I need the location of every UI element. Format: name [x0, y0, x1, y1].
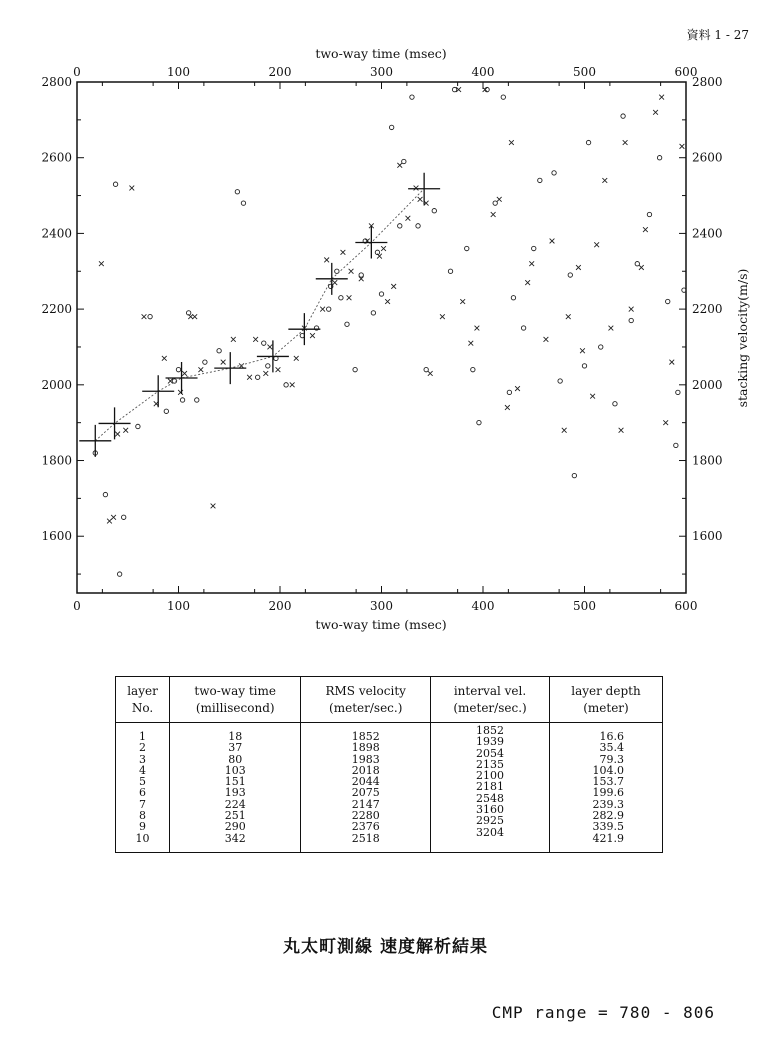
semblance-point-cross	[294, 356, 299, 361]
semblance-point-cross	[405, 216, 410, 221]
cell-rms: 2044	[301, 776, 431, 787]
semblance-point-cross	[653, 110, 658, 115]
y-tick-label-right: 1800	[692, 453, 723, 468]
y-tick-label-right: 2400	[692, 226, 723, 241]
semblance-point-circle	[416, 224, 420, 228]
plot-frame	[77, 82, 686, 593]
cell-layer: 2	[116, 742, 170, 753]
cell-rms: 1983	[301, 754, 431, 765]
cell-time: 290	[170, 821, 301, 832]
semblance-point-circle	[353, 367, 357, 371]
cmp-range-label: CMP range = 780 - 806	[491, 1003, 715, 1022]
semblance-point-cross	[529, 261, 534, 266]
semblance-point-circle	[521, 326, 525, 330]
semblance-point-cross	[320, 307, 325, 312]
cell-layer: 5	[116, 776, 170, 787]
cell-time: 342	[170, 833, 301, 853]
table-row	[116, 821, 663, 832]
cell-interval: 2054	[431, 748, 550, 759]
velocity-pick-marker	[214, 352, 246, 384]
x-tick-label-top: 500	[573, 65, 596, 79]
cell-interval: 3160	[431, 804, 550, 815]
semblance-point-circle	[532, 246, 536, 250]
x-tick-label-top: 600	[674, 65, 698, 79]
table-row	[116, 723, 663, 743]
cell-interval: 1939	[431, 736, 550, 747]
table-row	[116, 833, 663, 853]
semblance-point-cross	[525, 280, 530, 285]
velocity-pick-marker	[99, 407, 131, 439]
cell-time: 18	[170, 723, 301, 743]
cell-interval: 2181	[431, 781, 550, 792]
semblance-point-cross	[221, 360, 226, 365]
semblance-point-circle	[477, 420, 481, 424]
y-tick-label-left: 2400	[41, 226, 72, 241]
semblance-point-circle	[389, 125, 393, 129]
semblance-point-circle	[180, 398, 184, 402]
cell-depth: 421.9	[549, 833, 662, 853]
semblance-point-cross	[663, 420, 668, 425]
cell-layer: 4	[116, 765, 170, 776]
cell-time: 251	[170, 810, 301, 821]
semblance-point-cross	[178, 390, 183, 395]
figure-caption: 丸太町測線 速度解析結果	[283, 937, 488, 957]
semblance-point-cross	[544, 337, 549, 342]
semblance-point-circle	[647, 212, 651, 216]
semblance-point-cross	[440, 314, 445, 319]
cell-rms: 1898	[301, 742, 431, 753]
semblance-point-circle	[284, 383, 288, 387]
col-header-rms: RMS velocity (meter/sec.)	[301, 677, 431, 723]
semblance-point-cross	[276, 367, 281, 372]
semblance-point-circle	[613, 402, 617, 406]
semblance-point-cross	[566, 314, 571, 319]
semblance-point-cross	[341, 250, 346, 255]
semblance-point-cross	[680, 144, 685, 149]
semblance-point-cross	[562, 428, 567, 433]
semblance-point-circle	[674, 443, 678, 447]
cell-rms: 2280	[301, 810, 431, 821]
semblance-point-circle	[327, 307, 331, 311]
semblance-point-cross	[619, 428, 624, 433]
semblance-point-cross	[643, 227, 648, 232]
table-row	[116, 776, 663, 787]
semblance-point-cross	[608, 326, 613, 331]
table-row	[116, 754, 663, 765]
semblance-point-circle	[538, 178, 542, 182]
semblance-point-circle	[255, 375, 259, 379]
x-tick-label-bottom: 400	[471, 599, 495, 613]
x-tick-label-top: 300	[370, 65, 393, 79]
x-tick-label-bottom: 200	[268, 599, 292, 613]
results-table	[115, 676, 663, 853]
semblance-point-circle	[359, 273, 363, 277]
cell-layer: 1	[116, 723, 170, 743]
velocity-pick-marker	[79, 425, 111, 457]
semblance-point-cross	[594, 242, 599, 247]
semblance-point-circle	[176, 367, 180, 371]
semblance-point-cross	[115, 432, 120, 437]
y-tick-label-right: 2800	[692, 75, 723, 89]
semblance-point-circle	[235, 190, 239, 194]
semblance-point-circle	[217, 349, 221, 353]
semblance-point-circle	[117, 572, 121, 576]
cell-rms: 2518	[301, 833, 431, 853]
cell-layer: 9	[116, 821, 170, 832]
cell-layer: 10	[116, 833, 170, 853]
y-tick-label-left: 1800	[41, 453, 72, 468]
semblance-point-cross	[347, 295, 352, 300]
cell-layer: 8	[116, 810, 170, 821]
cell-interval: 2100	[431, 770, 550, 781]
semblance-point-cross	[576, 265, 581, 270]
x-axis-title-top: two-way time (msec)	[315, 46, 447, 61]
semblance-point-cross	[414, 186, 419, 191]
semblance-point-circle	[586, 140, 590, 144]
cell-time: 103	[170, 765, 301, 776]
cell-rms: 2147	[301, 799, 431, 810]
col-header-layer: layer No.	[116, 677, 170, 723]
cell-interval: 2925	[431, 815, 550, 826]
semblance-point-cross	[290, 382, 295, 387]
semblance-point-circle	[203, 360, 207, 364]
semblance-point-circle	[568, 273, 572, 277]
x-tick-label-top: 200	[268, 65, 292, 79]
semblance-point-cross	[310, 333, 315, 338]
y-axis-title: stacking velocity(m/s)	[735, 268, 750, 408]
semblance-point-circle	[657, 156, 661, 160]
semblance-point-cross	[123, 428, 128, 433]
cell-depth: 153.7	[549, 776, 662, 787]
semblance-point-cross	[509, 140, 514, 145]
y-tick-label-left: 2600	[41, 150, 72, 165]
semblance-point-cross	[182, 371, 187, 376]
semblance-point-cross	[639, 265, 644, 270]
semblance-point-cross	[253, 337, 258, 342]
semblance-point-cross	[623, 140, 628, 145]
cell-interval: 3204	[431, 827, 550, 847]
x-tick-label-top: 0	[73, 65, 81, 79]
y-tick-label-right: 2200	[692, 302, 723, 317]
cell-time: 80	[170, 754, 301, 765]
semblance-point-cross	[324, 258, 329, 263]
data-points	[93, 87, 686, 576]
cell-interval: 1852	[431, 717, 550, 737]
cell-depth: 35.4	[549, 742, 662, 753]
semblance-point-circle	[599, 345, 603, 349]
cell-time: 193	[170, 787, 301, 798]
semblance-point-cross	[211, 504, 216, 509]
semblance-point-cross	[418, 197, 423, 202]
picked-velocity-function	[79, 173, 440, 457]
semblance-point-cross	[475, 326, 480, 331]
semblance-point-cross	[580, 348, 585, 353]
cell-interval: 2548	[431, 793, 550, 804]
semblance-point-circle	[432, 208, 436, 212]
semblance-point-circle	[629, 318, 633, 322]
semblance-point-cross	[590, 394, 595, 399]
y-tick-label-left: 2800	[41, 75, 72, 89]
cell-layer: 7	[116, 799, 170, 810]
semblance-point-circle	[121, 515, 125, 519]
y-tick-label-left: 1600	[41, 529, 72, 544]
semblance-point-circle	[507, 390, 511, 394]
semblance-point-circle	[136, 424, 140, 428]
y-tick-label-right: 1600	[692, 529, 723, 544]
semblance-point-cross	[381, 246, 386, 251]
semblance-point-circle	[676, 390, 680, 394]
semblance-point-cross	[391, 284, 396, 289]
semblance-point-circle	[113, 182, 117, 186]
cell-time: 224	[170, 799, 301, 810]
x-tick-label-top: 400	[471, 65, 495, 79]
semblance-point-cross	[142, 314, 147, 319]
semblance-point-circle	[371, 311, 375, 315]
table-row	[116, 765, 663, 776]
semblance-point-circle	[552, 171, 556, 175]
y-tick-label-left: 2000	[41, 377, 72, 392]
semblance-point-cross	[602, 178, 607, 183]
semblance-point-circle	[582, 364, 586, 368]
cell-depth: 104.0	[549, 765, 662, 776]
cell-time: 151	[170, 776, 301, 787]
velocity-pick-marker	[166, 362, 198, 394]
semblance-point-circle	[103, 492, 107, 496]
semblance-point-cross	[349, 269, 354, 274]
cell-layer: 3	[116, 754, 170, 765]
velocity-pick-marker	[257, 340, 289, 372]
semblance-point-cross	[332, 280, 337, 285]
semblance-point-cross	[491, 212, 496, 217]
semblance-point-cross	[188, 314, 193, 319]
semblance-point-cross	[377, 254, 382, 259]
semblance-point-circle	[339, 296, 343, 300]
semblance-point-cross	[505, 405, 510, 410]
cell-depth: 282.9	[549, 810, 662, 821]
y-tick-label-left: 2200	[41, 302, 72, 317]
semblance-point-cross	[397, 163, 402, 168]
semblance-point-circle	[452, 87, 456, 91]
semblance-point-circle	[266, 364, 270, 368]
col-header-depth: layer depth (meter)	[549, 677, 662, 723]
cell-layer: 6	[116, 787, 170, 798]
table-row	[116, 799, 663, 810]
cell-rms: 2376	[301, 821, 431, 832]
semblance-point-cross	[192, 314, 197, 319]
semblance-point-circle	[471, 367, 475, 371]
semblance-point-cross	[129, 186, 134, 191]
semblance-point-circle	[558, 379, 562, 383]
semblance-point-circle	[379, 292, 383, 296]
x-tick-label-bottom: 100	[167, 599, 190, 613]
col-header-time: two-way time (millisecond)	[170, 677, 301, 723]
semblance-point-cross	[99, 261, 104, 266]
cell-time: 37	[170, 742, 301, 753]
semblance-point-cross	[428, 371, 433, 376]
x-tick-label-bottom: 300	[370, 599, 393, 613]
axis-ticks	[41, 65, 722, 613]
semblance-point-circle	[501, 95, 505, 99]
semblance-point-cross	[267, 345, 272, 350]
semblance-point-cross	[231, 337, 236, 342]
x-axis-title-bottom: two-way time (msec)	[315, 617, 447, 632]
semblance-point-circle	[448, 269, 452, 273]
semblance-point-cross	[385, 299, 390, 304]
table-row	[116, 810, 663, 821]
cell-rms: 2075	[301, 787, 431, 798]
y-tick-label-right: 2600	[692, 150, 723, 165]
semblance-point-cross	[515, 386, 520, 391]
cell-rms: 2018	[301, 765, 431, 776]
table-row	[116, 742, 663, 753]
semblance-point-cross	[550, 239, 555, 244]
semblance-point-cross	[659, 95, 664, 100]
x-tick-label-bottom: 0	[73, 599, 81, 613]
cell-depth: 339.5	[549, 821, 662, 832]
cell-depth: 199.6	[549, 787, 662, 798]
semblance-point-circle	[345, 322, 349, 326]
table-header-row	[116, 677, 663, 723]
semblance-point-circle	[666, 299, 670, 303]
semblance-point-cross	[669, 360, 674, 365]
semblance-point-circle	[465, 246, 469, 250]
velocity-pick-marker	[316, 263, 348, 295]
semblance-point-circle	[511, 296, 515, 300]
document-reference: 資料 1 - 27	[686, 28, 749, 42]
semblance-point-circle	[572, 473, 576, 477]
semblance-point-cross	[468, 341, 473, 346]
semblance-point-circle	[621, 114, 625, 118]
semblance-point-cross	[198, 367, 203, 372]
semblance-point-cross	[497, 197, 502, 202]
x-tick-label-bottom: 500	[573, 599, 596, 613]
y-tick-label-right: 2000	[692, 377, 723, 392]
cell-interval: 2135	[431, 759, 550, 770]
semblance-point-circle	[164, 409, 168, 413]
semblance-point-circle	[262, 341, 266, 345]
semblance-point-circle	[241, 201, 245, 205]
semblance-point-cross	[263, 371, 268, 376]
semblance-point-cross	[107, 519, 112, 524]
cell-depth: 16.6	[549, 723, 662, 743]
col-header-interval: interval vel. (meter/sec.)	[431, 677, 550, 723]
cell-depth: 79.3	[549, 754, 662, 765]
velocity-pick-marker	[288, 313, 320, 345]
semblance-point-cross	[460, 299, 465, 304]
semblance-point-cross	[629, 307, 634, 312]
table-row	[116, 787, 663, 798]
semblance-point-circle	[410, 95, 414, 99]
semblance-point-circle	[148, 314, 152, 318]
semblance-point-cross	[247, 375, 252, 380]
x-tick-label-top: 100	[167, 65, 190, 79]
x-tick-label-bottom: 600	[674, 599, 698, 613]
cell-rms: 1852	[301, 723, 431, 743]
semblance-point-circle	[398, 224, 402, 228]
semblance-point-circle	[195, 398, 199, 402]
cell-depth: 239.3	[549, 799, 662, 810]
semblance-point-cross	[162, 356, 167, 361]
